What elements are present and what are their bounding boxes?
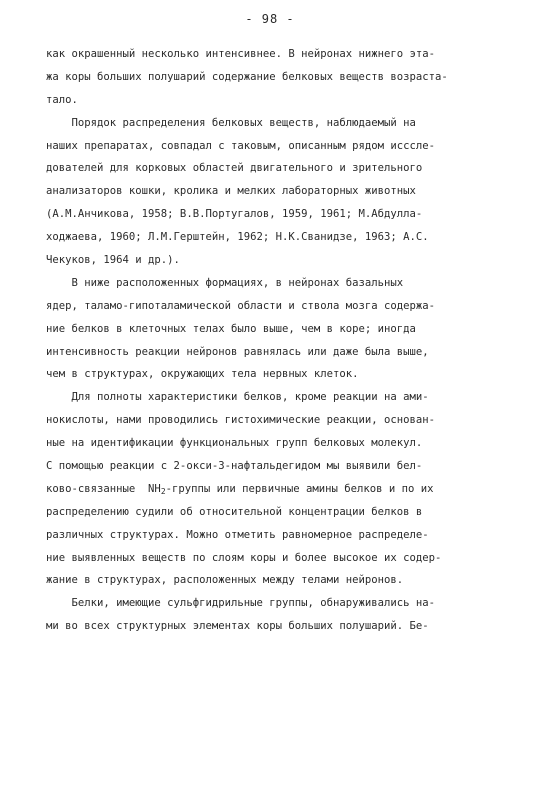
text-line: Для полноты характеристики белков, кроме реакции на ами- — [46, 391, 429, 404]
text-line: анализаторов кошки, кролика и мелких лабораторных животных — [46, 185, 416, 198]
text-line-with-subscript: ково-связанные $NH_2$-группы или первичные амины белков и по их — [46, 482, 434, 496]
text-line: ядер, таламо-гипоталамической области и ствола мозга содержа- — [46, 299, 436, 312]
text-line: наших препаратах, совпадал с таковым, описанным рядом исссле- — [46, 139, 436, 152]
text-line: жа коры больших полушарий содержание белковых веществ возраста- — [46, 70, 448, 83]
text-line: Порядок распределения белковых веществ, наблюдаемый на — [46, 116, 416, 129]
text-line: интенсивность реакции нейронов равнялась или даже была выше, — [46, 345, 429, 358]
text-line: Чекуков, 1964 и др.). — [46, 254, 180, 267]
text-line: С помощью реакции с 2-окси-3-нафтальдегидом мы выявили бел- — [46, 460, 423, 473]
page-number: - 98 - — [245, 12, 295, 26]
text-line: ми во всех структурных элементах коры больших полушарий. Бе- — [46, 620, 429, 633]
text-line: нокислоты, нами проводились гистохимические реакции, основан- — [46, 414, 436, 427]
text-line: ние белков в клеточных телах было выше, чем в коре; иногда — [46, 322, 416, 335]
text-line: чем в структурах, окружающих тела нервных клеток. — [46, 368, 359, 381]
text-line: В ниже расположенных формациях, в нейронах базальных — [46, 276, 404, 289]
text-line: ные на идентификации функциональных групп белковых молекул. — [46, 437, 423, 450]
text-line: (А.М.Анчикова, 1958; В.В.Португалов, 1959, 1961; М.Абдулла- — [46, 208, 423, 221]
text-line: дователей для корковых областей двигательного и зрительного — [46, 162, 423, 175]
document-body — [46, 43, 506, 638]
text-line: тало. — [46, 93, 78, 106]
subscript: 2 — [160, 486, 166, 496]
text-line: жание в структурах, расположенных между телами нейронов. — [46, 574, 404, 587]
text-line: Белки, имеющие сульфгидрильные группы, обнаруживались на- — [46, 597, 436, 610]
text-line: ние выявленных веществ по слоям коры и более высокое их содер- — [46, 551, 442, 564]
text-line: распределению судили об относительной концентрации белков в — [46, 505, 423, 518]
text-line: различных структурах. Можно отметить равномерное распределе- — [46, 528, 429, 541]
text-line: как окрашенный несколько интенсивнее. В нейронах нижнего эта- — [46, 48, 436, 60]
text-line: ходжаева, 1960; Л.М.Герштейн, 1962; Н.К.Сванидзе, 1963; А.С. — [46, 231, 429, 244]
